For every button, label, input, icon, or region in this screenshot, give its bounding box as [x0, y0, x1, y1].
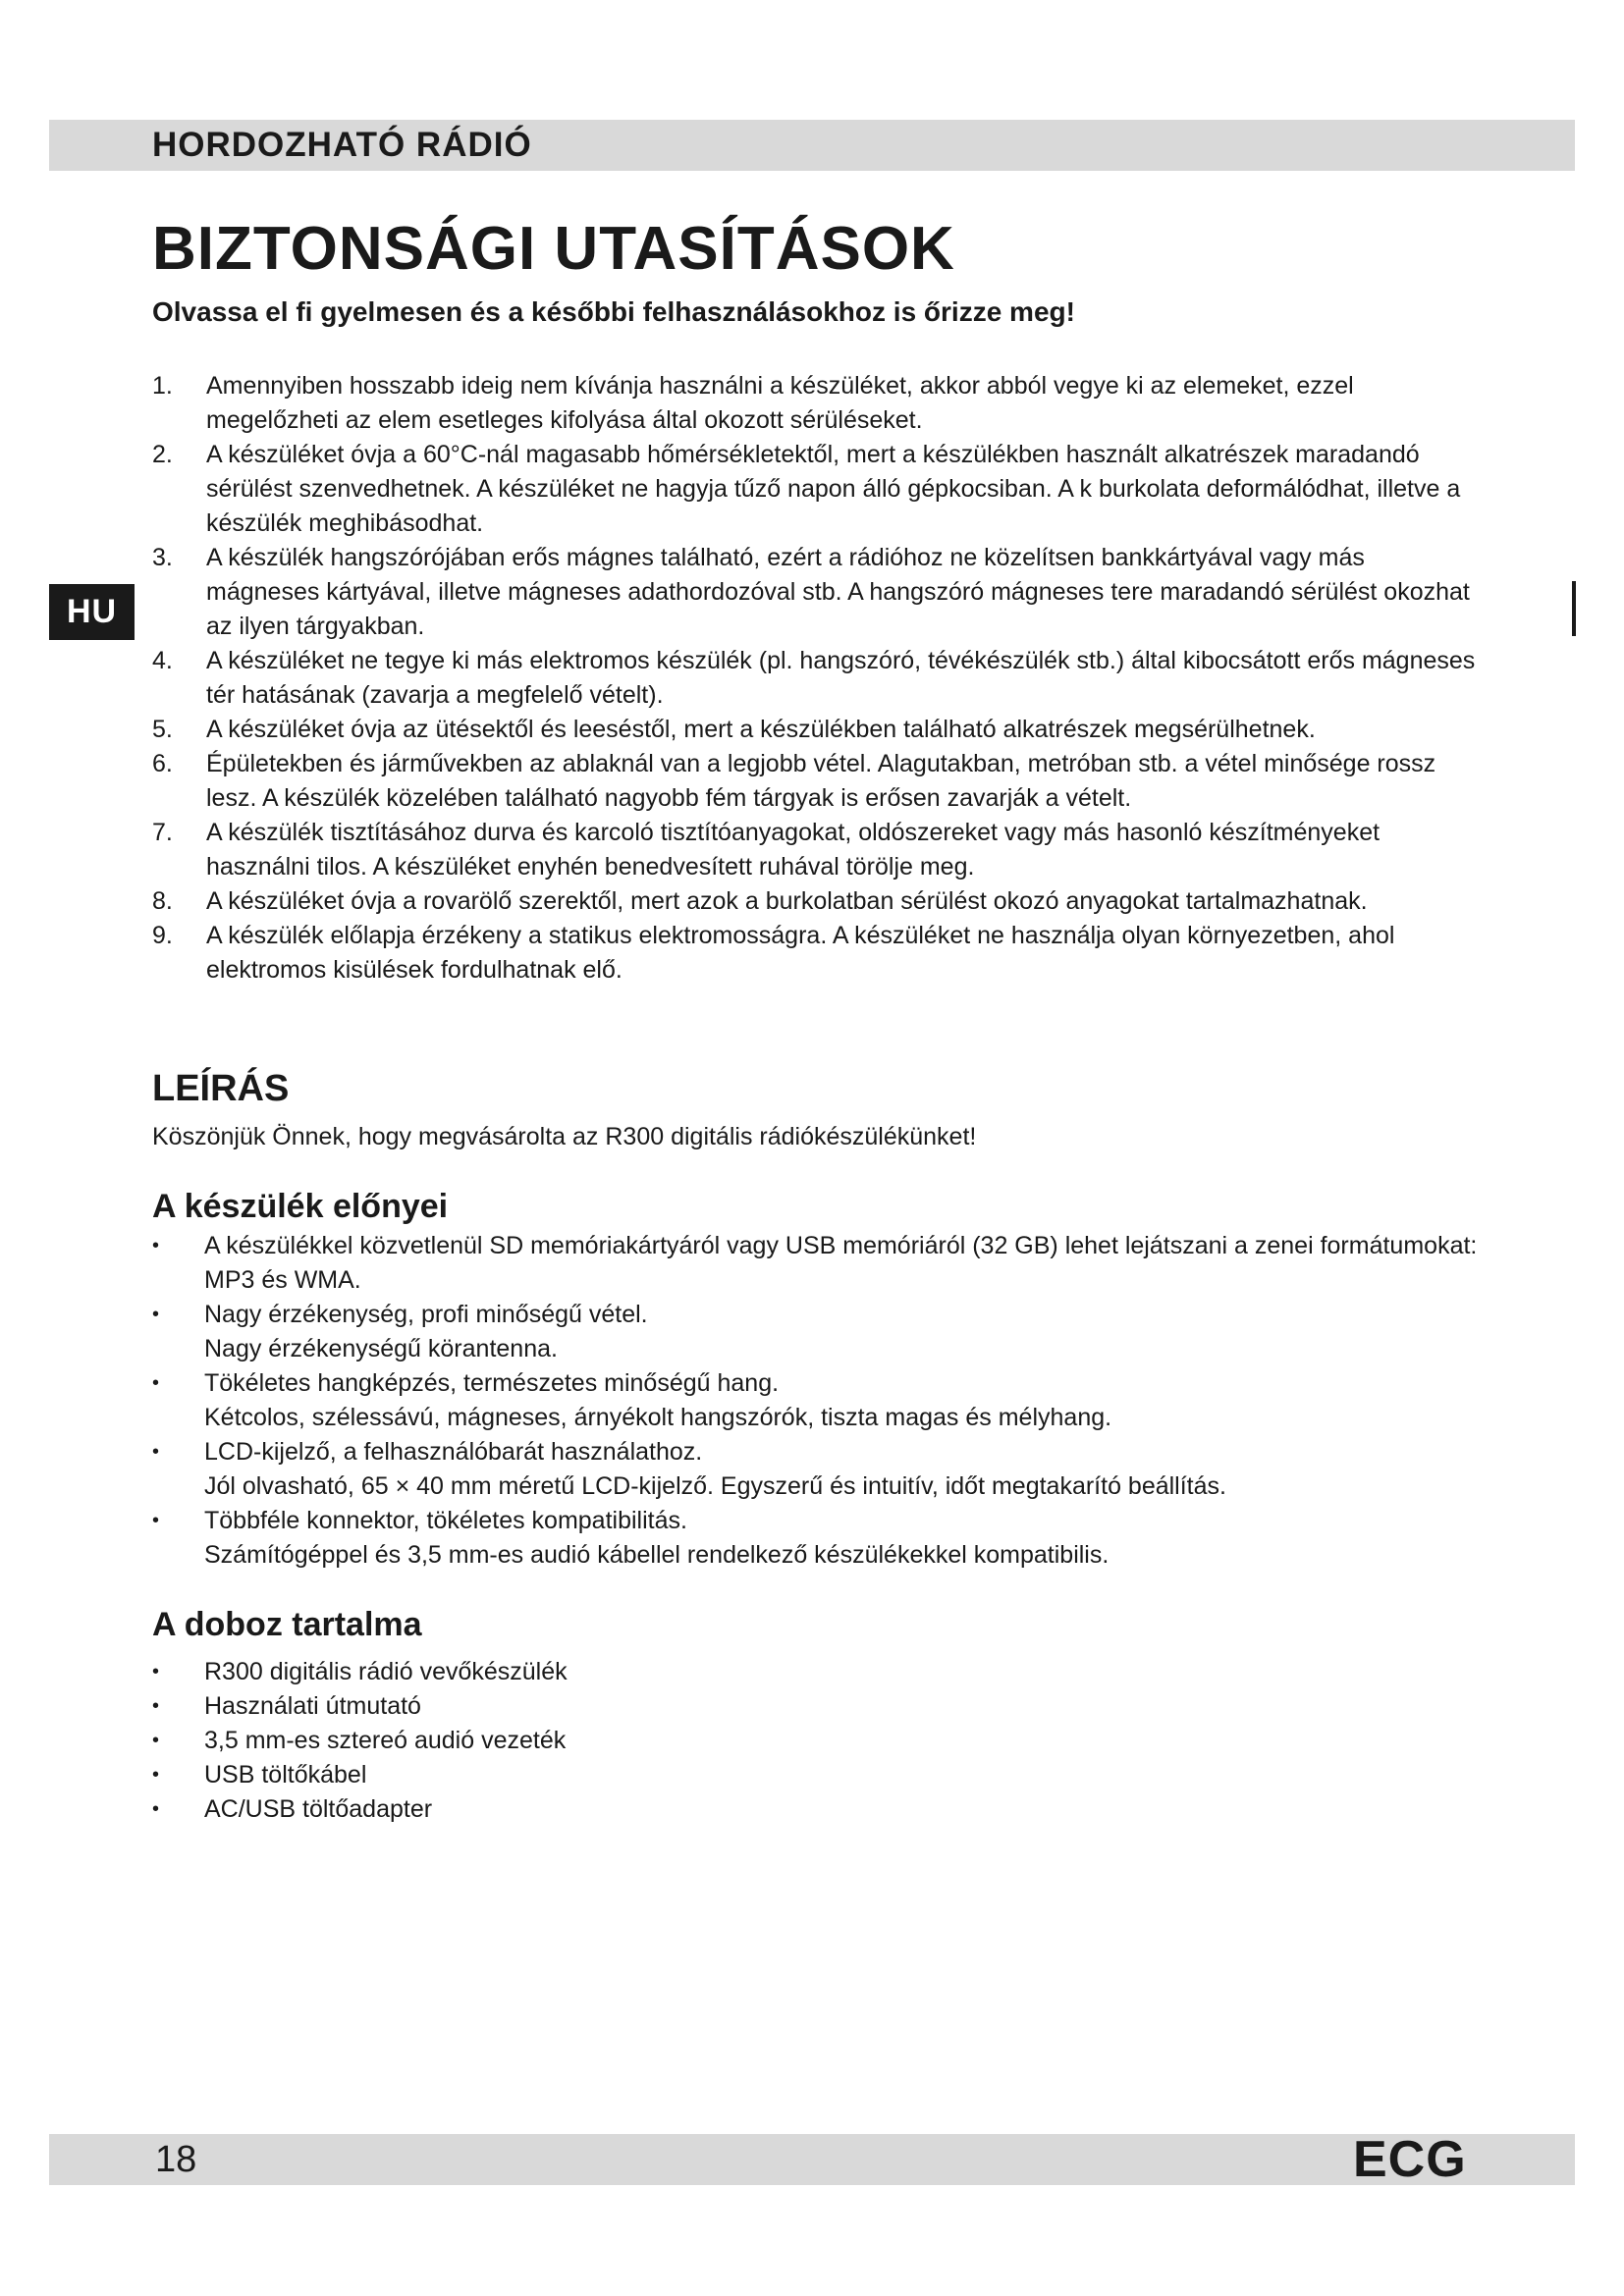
item-line: • Tökéletes hangképzés, természetes minőségű hang. [204, 1369, 780, 1397]
item-text: A készüléket óvja a 60°C-nál magasabb hőmérsékletektől, mert a készülékben használt alkatrészek maradandó sérülést szenvedhetnek. A készüléket ne hagyja tűző napon álló gépkocsiban. A k burkolata deformálódhat, illetve a készülék meghibásodhat. [206, 441, 1461, 537]
list-item [152, 1366, 1478, 1435]
margin-marker [1572, 581, 1576, 636]
list-item [152, 1229, 1478, 1298]
item-text: Amennyiben hosszabb ideig nem kívánja használni a készüléket, akkor abból vegye ki az elemeket, ezzel megelőzheti az elem esetleges kifolyása által okozott sérüléseket. [206, 372, 1354, 434]
page-title: BIZTONSÁGI UTASÍTÁSOK [152, 215, 955, 283]
item-text: A készülék előlapja érzékeny a statikus elektromosságra. A készüléket ne használja olyan környezetben, ahol elektromos kisülések fordulhatnak elő. [206, 922, 1395, 984]
advantages-list [152, 1229, 1478, 1573]
item-text: Épületekben és járművekben az ablaknál van a legjobb vétel. Alagutakban, metróban stb. a vétel minősége rossz lesz. A készülék közelében található nagyobb fém tárgyak is erősen zavarják a vételt. [206, 750, 1436, 812]
subtitle: Olvassa el fi gyelmesen és a későbbi felhasználásokhoz is őrizze meg! [152, 296, 1075, 327]
page-number: 18 [155, 2139, 197, 2180]
brand-logo: ECG [1353, 2131, 1467, 2188]
item-text: A készüléket óvja az ütésektől és leeséstől, mert a készülékben található alkatrészek megsérülhetnek. [206, 716, 1316, 743]
item-number: 2. [152, 441, 173, 468]
description-intro: Köszönjük Önnek, hogy megvásárolta az R300 digitális rádiókészülékünket! [152, 1123, 977, 1150]
item-number: 9. [152, 922, 173, 949]
item-text: A készülék hangszórójában erős mágnes található, ezért a rádióhoz ne közelítsen bankkártyával vagy más mágneses kártyával, illetve mágneses adathordozóval stb. A hangszóró mágneses tere maradandó sérülést okozhat az ilyen tárgyakban. [206, 544, 1470, 640]
list-item [152, 713, 1478, 747]
item-detail: Kétcolos, szélessávú, mágneses, árnyékolt hangszórók, tiszta magas és mélyhang. [204, 1404, 1112, 1431]
box-contents-title: A doboz tartalma [152, 1606, 422, 1643]
list-item [152, 919, 1478, 988]
item-text: A készülék tisztításához durva és karcoló tisztítóanyagokat, oldószereket vagy más hasonló készítményeket használni tilos. A készüléket enyhén benedvesített ruhával törölje meg. [206, 819, 1380, 881]
item-number: 6. [152, 750, 173, 777]
list-item [152, 644, 1478, 713]
item-line: • A készülékkel közvetlenül SD memóriakártyáról vagy USB memóriáról (32 GB) lehet lejátszani a zenei formátumokat: MP3 és WMA. [204, 1232, 1478, 1294]
item-line: • Többféle konnektor, tökéletes kompatibilitás. [204, 1507, 687, 1534]
item-detail: Nagy érzékenységű körantenna. [204, 1335, 558, 1362]
item-number: 1. [152, 372, 173, 400]
list-item [152, 1504, 1478, 1573]
footer-band [49, 2134, 1575, 2185]
header-title: HORDOZHATÓ RÁDIÓ [152, 126, 532, 164]
list-item [152, 816, 1478, 884]
advantages-title: A készülék előnyei [152, 1188, 449, 1225]
box-contents-list [152, 1655, 1478, 1827]
list-item [152, 1435, 1478, 1504]
item-number: 5. [152, 716, 173, 743]
description-title: LEÍRÁS [152, 1068, 290, 1109]
item-number: 7. [152, 819, 173, 846]
item-line: • Nagy érzékenység, profi minőségű vétel. [204, 1301, 648, 1328]
language-tab: HU [49, 584, 135, 640]
item-number: 4. [152, 647, 173, 674]
list-item: • USB töltőkábel [152, 1758, 1478, 1792]
item-line: • LCD-kijelző, a felhasználóbarát használathoz. [204, 1438, 703, 1466]
list-item [152, 369, 1478, 438]
list-item: • 3,5 mm-es sztereó audió vezeték [152, 1724, 1478, 1758]
list-item [152, 884, 1478, 919]
safety-list [152, 369, 1478, 988]
item-number: 8. [152, 887, 173, 915]
item-detail: Jól olvasható, 65 × 40 mm méretű LCD-kijelző. Egyszerű és intuitív, időt megtakarító beállítás. [204, 1472, 1226, 1500]
list-item [152, 438, 1478, 541]
list-item: • AC/USB töltőadapter [152, 1792, 1478, 1827]
item-detail: Számítógéppel és 3,5 mm-es audió kábellel rendelkező készülékekkel kompatibilis. [204, 1541, 1110, 1569]
list-item: • R300 digitális rádió vevőkészülék [152, 1655, 1478, 1689]
list-item [152, 1298, 1478, 1366]
item-number: 3. [152, 544, 173, 571]
item-text: A készüléket óvja a rovarölő szerektől, mert azok a burkolatban sérülést okozó anyagokat tartalmazhatnak. [206, 887, 1368, 915]
list-item: • Használati útmutató [152, 1689, 1478, 1724]
list-item [152, 747, 1478, 816]
list-item [152, 541, 1478, 644]
item-text: A készüléket ne tegye ki más elektromos készülék (pl. hangszóró, tévékészülék stb.) által kibocsátott erős mágneses tér hatásának (zavarja a megfelelő vételt). [206, 647, 1476, 709]
